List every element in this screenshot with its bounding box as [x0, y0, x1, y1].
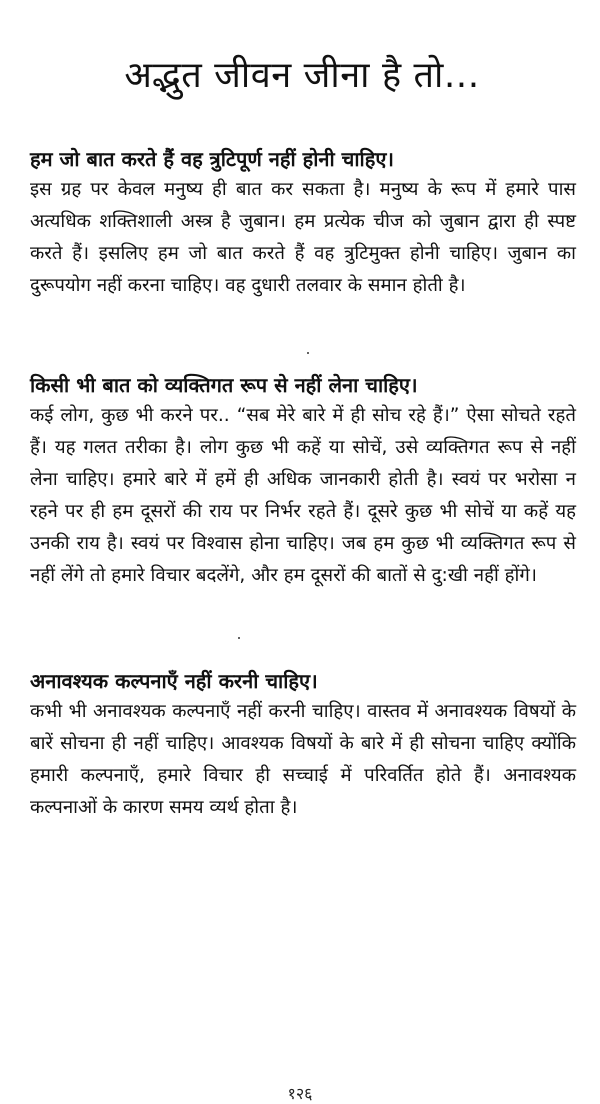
- section-heading: हम जो बात करते हैं वह त्रुटिपूर्ण नहीं होनी चाहिए।: [30, 147, 394, 171]
- section-body: कई लोग, कुछ भी करने पर.. “सब मेरे बारे में ही सोच रहे हैं।” ऐसा सोचते रहते हैं। यह गलत तरीका है। लोग कुछ भी कहें या सोचें, उसे व्यक्तिगत रूप से नहीं लेना चाहिए। हमारे बारे में हमें ही अधिक जानकारी होती है। स्वयं पर भरोसा न रहने पर ही हम दूसरों की राय पर निर्भर रहते हैं। दूसरे कुछ भी सोचें या कहें यह उनकी राय है। स्वयं पर विश्वास होना चाहिए। जब हम कुछ भी व्यक्तिगत रूप से नहीं लेंगे तो हमारे विचार बदलेंगे, और हम दूसरों की बातों से दु:खी नहीं होंगे।: [30, 405, 576, 586]
- section-body: इस ग्रह पर केवल मनुष्य ही बात कर सकता है। मनुष्य के रूप में हमारे पास अत्यधिक शक्तिशाली अस्त्र है जुबान। हम प्रत्येक चीज को जुबान द्वारा ही स्पष्ट करते हैं। इसलिए हम जो बात करते हैं वह त्रुटिमुक्त होनी चाहिए। जुबान का दुरूपयोग नहीं करना चाहिए। वह दुधारी तलवार के समान होती है।: [30, 179, 576, 296]
- page-title: अद्भुत जीवन जीना है तो...: [124, 55, 480, 96]
- section-heading: किसी भी बात को व्यक्तिगत रूप से नहीं लेना चाहिए।: [30, 373, 418, 397]
- section-heading: अनावश्यक कल्पनाएँ नहीं करनी चाहिए।: [30, 669, 318, 693]
- section-body: कभी भी अनावश्यक कल्पनाएँ नहीं करनी चाहिए। वास्तव में अनावश्यक विषयों के बारें सोचना ही नहीं चाहिए। आवश्यक विषयों के बारे में ही सोचना चाहिए क्योंकि हमारी कल्पनाएँ, हमारे विचार ही सच्चाई में परिवर्तित होते हैं। अनावश्यक कल्पनाओं के कारण समय व्यर्थ होता है।: [30, 701, 576, 818]
- section-speech: [30, 144, 576, 302]
- section-personal: [30, 370, 576, 592]
- stray-dot-mark: [238, 637, 240, 639]
- stray-dot-mark: [307, 352, 309, 354]
- section-imagination: [30, 666, 576, 824]
- page-number: १२६: [287, 1084, 313, 1103]
